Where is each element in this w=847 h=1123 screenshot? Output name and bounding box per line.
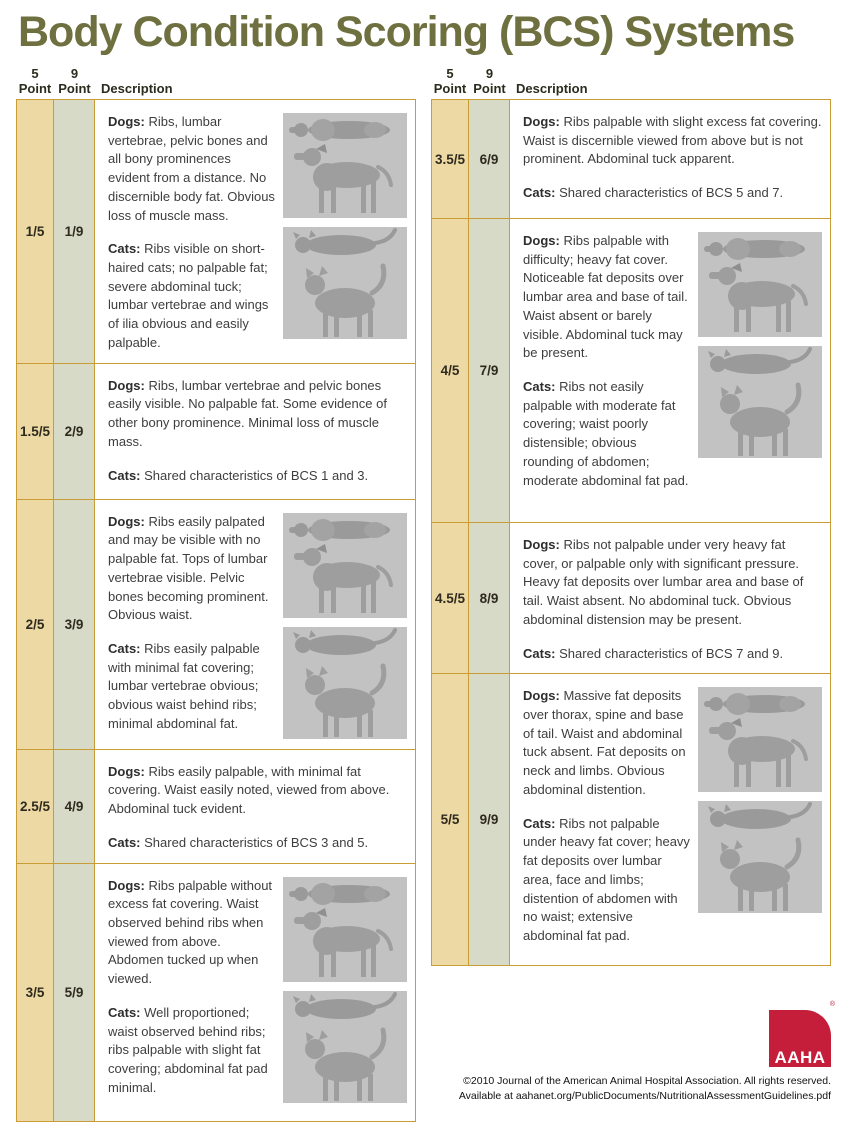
page-title: Body Condition Scoring (BCS) Systems [18,8,795,56]
score-9pt: 5/9 [54,864,95,1121]
row-description [523,113,822,208]
dogs-description: Dogs: Ribs palpable with slight excess fat covering. Waist is discernible viewed from above but is not prominent. Abdominal tuck apparent. [523,114,822,167]
score-9pt: 3/9 [54,500,95,749]
bcs-document [0,10,847,1122]
cats-description: Cats: Ribs easily palpable with minimal fat covering; lumbar vertebrae obvious; obvious waist behind ribs; minimal abdominal fat. [108,640,260,731]
score-9pt: 8/9 [469,523,510,673]
dogs-description: Dogs: Ribs palpable without excess fat covering. Waist observed behind ribs when viewed from above. Abdomen tucked up when viewed. [108,877,273,987]
cats-description: Cats: Ribs not easily palpable with moderate fat covering; waist poorly distensible; obvious rounding of abdomen; moderate abdominal fat pad. [523,379,689,488]
column-header-description: Description [101,81,173,97]
availability-line: Available at aahanet.org/PublicDocuments/NutritionalAssessmentGuidelines.pdf [458,1089,831,1102]
column-header-9-point: 9 Point [473,66,506,97]
score-9pt: 7/9 [469,219,510,522]
table-row [17,363,415,499]
table-header-left [16,67,416,99]
score-5pt: 2/5 [17,500,54,749]
table-header-right [431,67,831,99]
score-5pt: 5/5 [432,674,469,965]
cat-illustration [283,991,407,1103]
score-5pt: 3/5 [17,864,54,1121]
dogs-description: Dogs: Ribs palpable with difficulty; heavy fat cover. Noticeable fat deposits over lumbar area and base of tail. Waist absent or barely visible. Abdominal tuck may be present. [523,233,688,361]
dogs-description: Dogs: Ribs, lumbar vertebrae and pelvic bones easily visible. No palpable fat. Some evidence of other bony prominence. Minimal loss of muscle mass. [108,377,387,449]
registered-trademark-icon: ® [829,1001,835,1008]
table-row [432,522,830,673]
score-9pt: 9/9 [469,674,510,965]
row-description [523,232,690,512]
bcs-table-left [16,67,416,1121]
table-row [17,863,415,1121]
dog-illustration [698,687,822,792]
table-row [17,499,415,749]
table-row [432,673,830,965]
score-5pt: 3.5/5 [432,100,469,218]
dog-illustration [283,513,407,618]
score-5pt: 1.5/5 [17,364,54,499]
table-row [17,100,415,363]
dogs-description: Dogs: Ribs not palpable under very heavy fat cover, or palpable only with significant pressure. Heavy fat deposits over lumbar area and base of tail. Waist absent. No abdominal tuck. Obvious abdominal distension may be present. [523,537,804,627]
score-9pt: 2/9 [54,364,95,499]
column-header-description: Description [516,81,588,97]
cats-description: Cats: Ribs visible on short-haired cats; no palpable fat; severe abdominal tuck; lumbar vertebrae and wings of ilia obvious and easily palpable. [108,241,269,350]
dog-illustration [283,877,407,982]
cats-description: Cats: Ribs not palpable under heavy fat cover; heavy fat deposits over lumbar area, face and limbs; distention of abdomen with no waist; extensive abdominal fat pad. [523,815,690,943]
column-header-5-point: 5 Point [18,66,52,97]
cats-description: Cats: Shared characteristics of BCS 3 and 5. [108,834,369,850]
score-9pt: 1/9 [54,100,95,363]
score-9pt: 6/9 [469,100,510,218]
cat-illustration [698,346,822,458]
row-description [108,877,275,1111]
row-description [108,377,407,489]
cats-description: Cats: Shared characteristics of BCS 1 and 3. [108,467,369,483]
dogs-description: Dogs: Ribs, lumbar vertebrae, pelvic bones and all bony prominences evident from a distance. No discernible body fat. Obvious loss of muscle mass. [108,114,275,223]
footer [401,1001,835,1103]
score-5pt: 1/5 [17,100,54,363]
cat-illustration [283,627,407,739]
copyright-line: ©2010 Journal of the American Animal Hospital Association. All rights reserved. [463,1075,831,1087]
column-header-5-point: 5 Point [433,66,467,97]
tables-container [0,67,847,1121]
dogs-description: Dogs: Ribs easily palpable, with minimal fat covering. Waist easily noted, viewed from above. Abdominal tuck evident. [108,763,390,817]
row-description [523,536,822,663]
row-description [108,513,275,739]
dogs-description: Dogs: Massive fat deposits over thorax, spine and base of tail. Waist and abdominal tuck absent. Fat deposits on neck and limbs. Obvious abdominal distention. [523,688,686,797]
aaha-logo: AAHA ® [769,1010,831,1067]
cat-illustration [283,227,407,339]
score-9pt: 4/9 [54,750,95,863]
cats-description: Cats: Shared characteristics of BCS 5 and 7. [523,185,784,201]
table-row [432,218,830,522]
score-5pt: 4.5/5 [432,523,469,673]
dog-illustration [283,113,407,218]
row-description [108,113,275,353]
dog-illustration [698,232,822,337]
cat-illustration [698,801,822,913]
cats-description: Cats: Well proportioned; waist observed behind ribs; ribs palpable with slight fat covering; abdominal fat pad minimal. [108,1004,268,1095]
row-description [523,687,690,955]
score-5pt: 4/5 [432,219,469,522]
dogs-description: Dogs: Ribs easily palpated and may be visible with no palpable fat. Tops of lumbar vertebrae visible. Pelvic bones becoming prominent. Obvious waist. [108,513,269,623]
table-row [17,749,415,863]
bcs-table-right [431,67,831,1121]
row-description [108,763,407,853]
cats-description: Cats: Shared characteristics of BCS 7 and 9. [523,645,784,661]
score-5pt: 2.5/5 [17,750,54,863]
table-row [432,100,830,218]
column-header-9-point: 9 Point [58,66,91,97]
